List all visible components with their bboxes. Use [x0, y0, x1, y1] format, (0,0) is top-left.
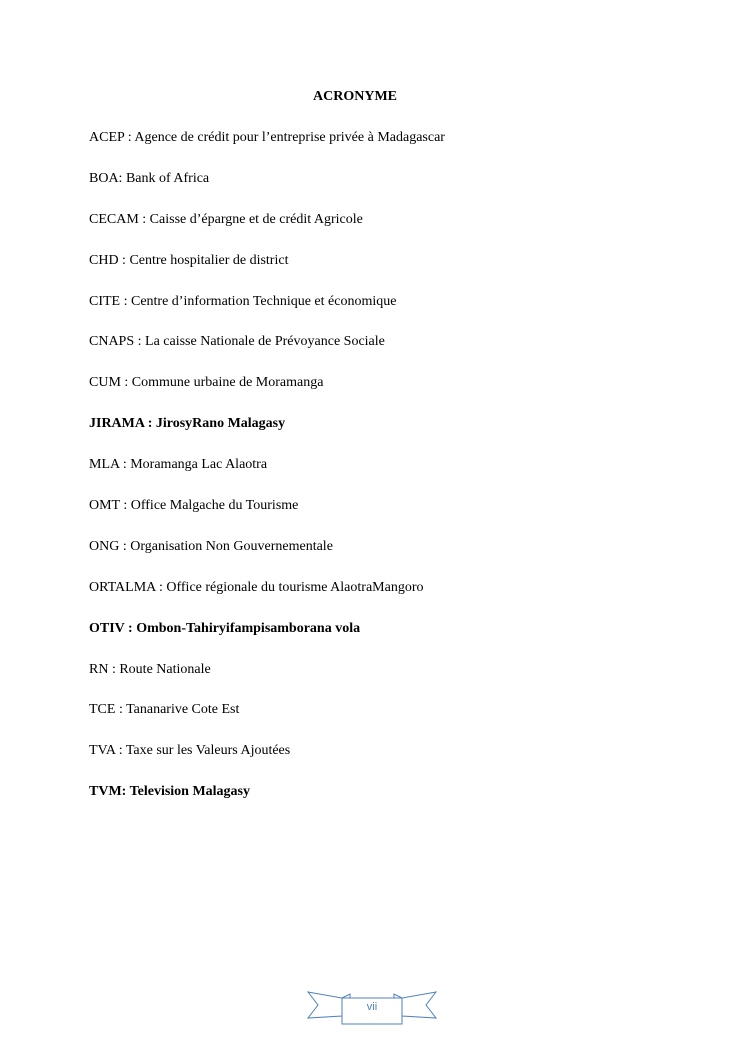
list-item: MLA : Moramanga Lac Alaotra: [89, 457, 268, 473]
list-item: CHD : Centre hospitalier de district: [89, 252, 289, 268]
list-item: CITE : Centre d’information Technique et économique: [89, 293, 397, 309]
list-item: ACEP : Agence de crédit pour l’entreprise privée à Madagascar: [89, 130, 445, 145]
list-item: CUM : Commune urbaine de Moramanga: [89, 375, 324, 391]
list-item: JIRAMA : JirosyRano Malagasy: [89, 416, 286, 432]
list-item: TCE : Tananarive Cote Est: [89, 702, 240, 718]
list-item: RN : Route Nationale: [89, 661, 211, 677]
list-item: TVA : Taxe sur les Valeurs Ajoutées: [89, 743, 291, 759]
acronym-list: [89, 130, 445, 825]
list-item: ORTALMA : Office régionale du tourisme AlaotraMangoro: [89, 579, 424, 595]
page-number-banner: [306, 988, 438, 1028]
list-item: OTIV : Ombon-Tahiryifampisamborana vola: [89, 620, 361, 636]
list-item: BOA: Bank of Africa: [89, 170, 210, 186]
list-item: ONG : Organisation Non Gouvernementale: [89, 538, 333, 554]
page-title: ACRONYME: [313, 89, 397, 104]
list-item: OMT : Office Malgache du Tourisme: [89, 498, 299, 514]
list-item: TVM: Television Malagasy: [89, 784, 251, 800]
page-number: vii: [366, 1001, 378, 1013]
list-item: CNAPS : La caisse Nationale de Prévoyance Sociale: [89, 334, 385, 350]
list-item: CECAM : Caisse d’épargne et de crédit Agricole: [89, 211, 363, 227]
